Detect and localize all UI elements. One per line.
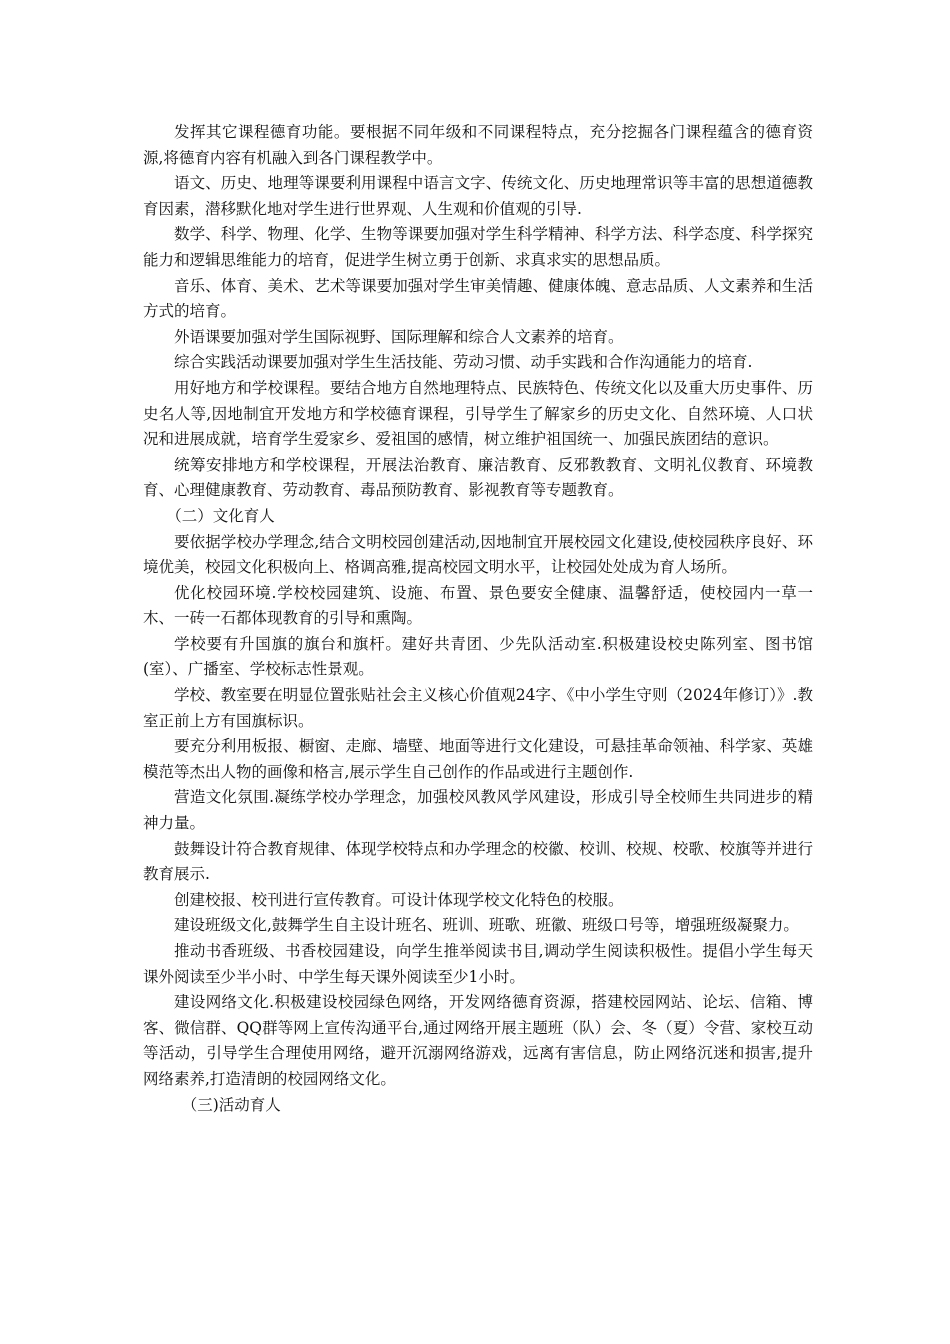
paragraph: 建设网络文化.积极建设校园绿色网络，开发网络德育资源，搭建校园网站、论坛、信箱、博客、微信群、QQ群等网上宣传沟通平台,通过网络开展主题班（队）会、冬（夏）令营、家校互动等活动，引导学生合理使用网络，避开沉溺网络游戏，远离有害信息，防止网络沉迷和损害,提升网络素养,打造清朗的校园网络文化。 xyxy=(143,993,813,1088)
paragraph: 外语课要加强对学生国际视野、国际理解和综合人文素养的培育。 xyxy=(174,327,624,346)
paragraph: 营造文化氛围.凝练学校办学理念，加强校风教风学风建设，形成引导全校师生共同进步的精神力量。 xyxy=(143,788,813,833)
paragraph: 学校要有升国旗的旗台和旗杆。建好共青团、少先队活动室.积极建设校史陈列室、图书馆(室）、广播室、学校标志性景观。 xyxy=(143,634,813,679)
paragraph: 要依据学校办学理念,结合文明校园创建活动,因地制宜开展校园文化建设,使校园秩序良好、环境优美，校园文化积极向上、格调高雅,提高校园文明水平，让校园处处成为育人场所。 xyxy=(143,532,813,577)
paragraph: 建设班级文化,鼓舞学生自主设计班名、班训、班歌、班徽、班级口号等，增强班级凝聚力。 xyxy=(174,916,799,935)
paragraph: 统筹安排地方和学校课程，开展法治教育、廉洁教育、反邪教教育、文明礼仪教育、环境教育、心理健康教育、劳动教育、毒品预防教育、影视教育等专题教育。 xyxy=(143,455,813,500)
paragraph: 学校、教室要在明显位置张贴社会主义核心价值观24字、《中小学生守则（2024年修订）》.教室正前上方有国旗标识。 xyxy=(143,686,813,730)
paragraph: 优化校园环境.学校校园建筑、设施、布置、景色要安全健康、温馨舒适，使校园内一草一木、一砖一石都体现教育的引导和熏陶。 xyxy=(143,583,813,628)
document-body xyxy=(143,120,813,1118)
paragraph: 语文、历史、地理等课要利用课程中语言文字、传统文化、历史地理常识等丰富的思想道德教育因素，潜移默化地对学生进行世界观、人生观和价值观的引导. xyxy=(143,174,813,218)
paragraph: 发挥其它课程德育功能。要根据不同年级和不同课程特点，充分挖掘各门课程蕴含的德育资源,将德育内容有机融入到各门课程教学中。 xyxy=(143,123,813,167)
paragraph: 要充分利用板报、橱窗、走廊、墙壁、地面等进行文化建设，可悬挂革命领袖、科学家、英雄模范等杰出人物的画像和格言,展示学生自己创作的作品或进行主题创作. xyxy=(143,737,813,781)
paragraph: 推动书香班级、书香校园建设，向学生推举阅读书目,调动学生阅读积极性。提倡小学生每天课外阅读至少半小时、中学生每天课外阅读至少1小时。 xyxy=(143,942,813,986)
paragraph: 综合实践活动课要加强对学生生活技能、劳动习惯、动手实践和合作沟通能力的培育. xyxy=(174,353,753,372)
paragraph: 鼓舞设计符合教育规律、体现学校特点和办学理念的校徽、校训、校规、校歌、校旗等并进行教育展示. xyxy=(143,839,813,884)
paragraph: 音乐、体育、美术、艺术等课要加强对学生审美情趣、健康体魄、意志品质、人文素养和生活方式的培育。 xyxy=(143,276,813,321)
section-heading-activity: （三)活动育人 xyxy=(181,1095,281,1114)
paragraph: 创建校报、校刊进行宣传教育。可设计体现学校文化特色的校服。 xyxy=(174,890,624,909)
paragraph: 数学、科学、物理、化学、生物等课要加强对学生科学精神、科学方法、科学态度、科学探究能力和逻辑思维能力的培育，促进学生树立勇于创新、求真求实的思想品质。 xyxy=(143,225,813,269)
section-heading-culture: （二）文化育人 xyxy=(166,506,275,525)
paragraph: 用好地方和学校课程。要结合地方自然地理特点、民族特色、传统文化以及重大历史事件、历史名人等,因地制宜开发地方和学校德育课程，引导学生了解家乡的历史文化、自然环境、人口状况和进展成就，培育学生爱家乡、爱祖国的感情，树立维护祖国统一、加强民族团结的意识。 xyxy=(143,378,813,449)
